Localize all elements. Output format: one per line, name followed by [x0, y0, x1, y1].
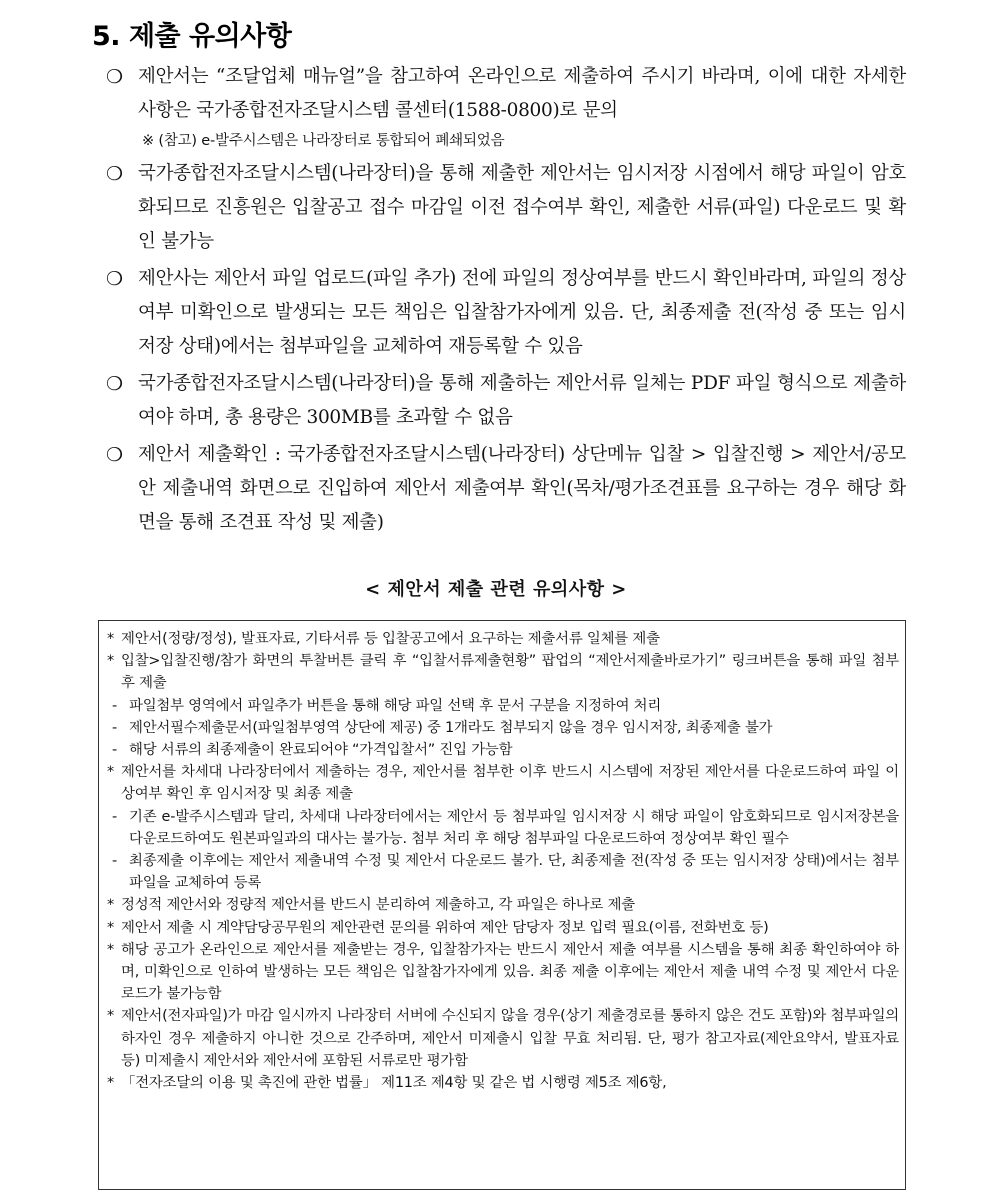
notice-box	[98, 620, 906, 1190]
asterisk-marker: *	[107, 1075, 114, 1092]
notice-text: 파일첨부 영역에서 파일추가 버튼을 통해 해당 파일 선택 후 문서 구분을 지정하여 처리	[129, 697, 662, 714]
bullet-item	[106, 367, 906, 435]
circle-bullet-icon: ❍	[106, 268, 123, 290]
asterisk-marker: *	[107, 919, 114, 936]
bullet-item	[106, 60, 906, 154]
bullet-item	[106, 262, 906, 364]
dash-marker: -	[112, 742, 117, 759]
reference-note: ※ (참고) e-발주시스템은 나라장터로 통합되어 폐쇄되었음	[142, 133, 505, 149]
notice-box-title: < 제안서 제출 관련 유의사항 >	[365, 579, 627, 600]
notice-text: 기존 e-발주시스템과 달리, 차세대 나라장터에서는 제안서 등 첨부파일 임시저장 시 해당 파일이 암호화되므로 임시저장본을 다운로드하여도 원본파일과의 대사는 불가능. 첨부 처리 후 해당 첨부파일 다운로드하여 정상여부 확인 필수	[129, 808, 899, 847]
notice-subitem	[107, 739, 899, 761]
asterisk-marker: *	[107, 1008, 114, 1025]
notice-subitem	[107, 850, 899, 894]
notice-item	[107, 1005, 899, 1072]
asterisk-marker: *	[107, 764, 114, 781]
bullet-item	[106, 438, 906, 540]
asterisk-marker: *	[107, 653, 114, 670]
asterisk-marker: *	[107, 941, 114, 958]
notice-item	[107, 1072, 899, 1094]
dash-marker: -	[112, 719, 117, 736]
notice-subitem	[107, 717, 899, 739]
dash-marker: -	[112, 808, 117, 825]
notice-text: 제안서필수제출문서(파일첨부영역 상단에 제공) 중 1개라도 첨부되지 않을 경우 임시저장, 최종제출 불가	[129, 719, 773, 736]
notice-item	[107, 650, 899, 694]
bullet-text: 국가종합전자조달시스템(나라장터)을 통해 제출한 제안서는 임시저장 시점에서 해당 파일이 암호화되므로 진흥원은 입찰공고 접수 마감일 이전 접수여부 확인, 제출한 서류(파일) 다운로드 및 확인 불가능	[138, 163, 906, 252]
circle-bullet-icon: ❍	[106, 373, 123, 395]
section-title: 5. 제출 유의사항	[92, 21, 292, 52]
circle-bullet-icon: ❍	[106, 444, 123, 466]
circle-bullet-icon: ❍	[106, 66, 123, 88]
notice-text: 해당 공고가 온라인으로 제안서를 제출받는 경우, 입찰참가자는 반드시 제안서 제출 여부를 시스템을 통해 최종 확인하여야 하며, 미확인으로 인하여 발생하는 모든 책임은 입찰참가자에게 있음. 최종 제출 이후에는 제안서 제출 내역 수정 및 제안서 다운로드가 불가능함	[121, 941, 899, 1003]
notice-item	[107, 628, 899, 650]
bullet-item	[106, 157, 906, 259]
notice-item	[107, 917, 899, 939]
asterisk-marker: *	[107, 631, 114, 647]
notice-text: 제안서를 차세대 나라장터에서 제출하는 경우, 제안서를 첨부한 이후 반드시 시스템에 저장된 제안서를 다운로드하여 파일 이상여부 확인 후 임시저장 및 최종 제출	[121, 764, 899, 803]
notice-item	[107, 894, 899, 916]
bullet-text: 제안사는 제안서 파일 업로드(파일 추가) 전에 파일의 정상여부를 반드시 확인바라며, 파일의 정상여부 미확인으로 발생되는 모든 책임은 입찰참가자에게 있음. 단, 최종제출 전(작성 중 또는 임시저장 상태)에서는 첨부파일을 교체하여 재등록할 수 있음	[138, 268, 906, 357]
bullet-text: 제안서는 “조달업체 매뉴얼”을 참고하여 온라인으로 제출하여 주시기 바라며, 이에 대한 자세한 사항은 국가종합전자조달시스템 콜센터(1588-0800)로 문의	[138, 66, 906, 121]
notice-subitem	[107, 695, 899, 717]
notice-subitem	[107, 806, 899, 850]
notice-text: 「전자조달의 이용 및 촉진에 관한 법률」 제11조 제4항 및 같은 법 시행령 제5조 제6항,	[121, 1075, 667, 1092]
bullet-text: 국가종합전자조달시스템(나라장터)을 통해 제출하는 제안서류 일체는 PDF 파일 형식으로 제출하여야 하며, 총 용량은 300MB를 초과할 수 없음	[138, 373, 906, 428]
notice-text: 해당 서류의 최종제출이 완료되어야 “가격입찰서” 진입 가능함	[129, 742, 513, 759]
notice-text: 정성적 제안서와 정량적 제안서를 반드시 분리하여 제출하고, 각 파일은 하나로 제출	[121, 897, 635, 914]
notice-item	[107, 939, 899, 1006]
notice-text: 제안서(정량/정성), 발표자료, 기타서류 등 입찰공고에서 요구하는 제출서류 일체를 제출	[121, 631, 660, 647]
bullet-text: 제안서 제출확인 : 국가종합전자조달시스템(나라장터) 상단메뉴 입찰 > 입찰진행 > 제안서/공모안 제출내역 화면으로 진입하여 제안서 제출여부 확인(목차/평가조견표를 요구하는 경우 해당 화면을 통해 조견표 작성 및 제출)	[138, 444, 906, 533]
notice-text: 최종제출 이후에는 제안서 제출내역 수정 및 제안서 다운로드 불가. 단, 최종제출 전(작성 중 또는 임시저장 상태)에서는 첨부파일을 교체하여 등록	[129, 853, 899, 892]
notice-text: 제안서(전자파일)가 마감 일시까지 나라장터 서버에 수신되지 않을 경우(상기 제출경로를 통하지 않은 건도 포함)와 첨부파일의 하자인 경우 제출하지 아니한 것으로 간주하며, 제안서 미제출시 입찰 무효 처리됨. 단, 평가 참고자료(제안요약서, 발표자료 등) 미제출시 제안서와 제안서에 포함된 서류로만 평가함	[121, 1008, 899, 1069]
dash-marker: -	[112, 853, 117, 870]
notice-text: 제안서 제출 시 계약담당공무원의 제안관련 문의를 위하여 제안 담당자 정보 입력 필요(이름, 전화번호 등)	[121, 919, 769, 936]
circle-bullet-icon: ❍	[106, 163, 123, 185]
notice-text: 입찰>입찰진행/참가 화면의 투찰버튼 클릭 후 “입찰서류제출현황” 팝업의 “제안서제출바로가기” 링크버튼을 통해 파일 첨부 후 제출	[121, 653, 899, 692]
dash-marker: -	[112, 697, 117, 714]
asterisk-marker: *	[107, 897, 114, 914]
notice-item	[107, 761, 899, 805]
bullet-list	[106, 60, 906, 543]
